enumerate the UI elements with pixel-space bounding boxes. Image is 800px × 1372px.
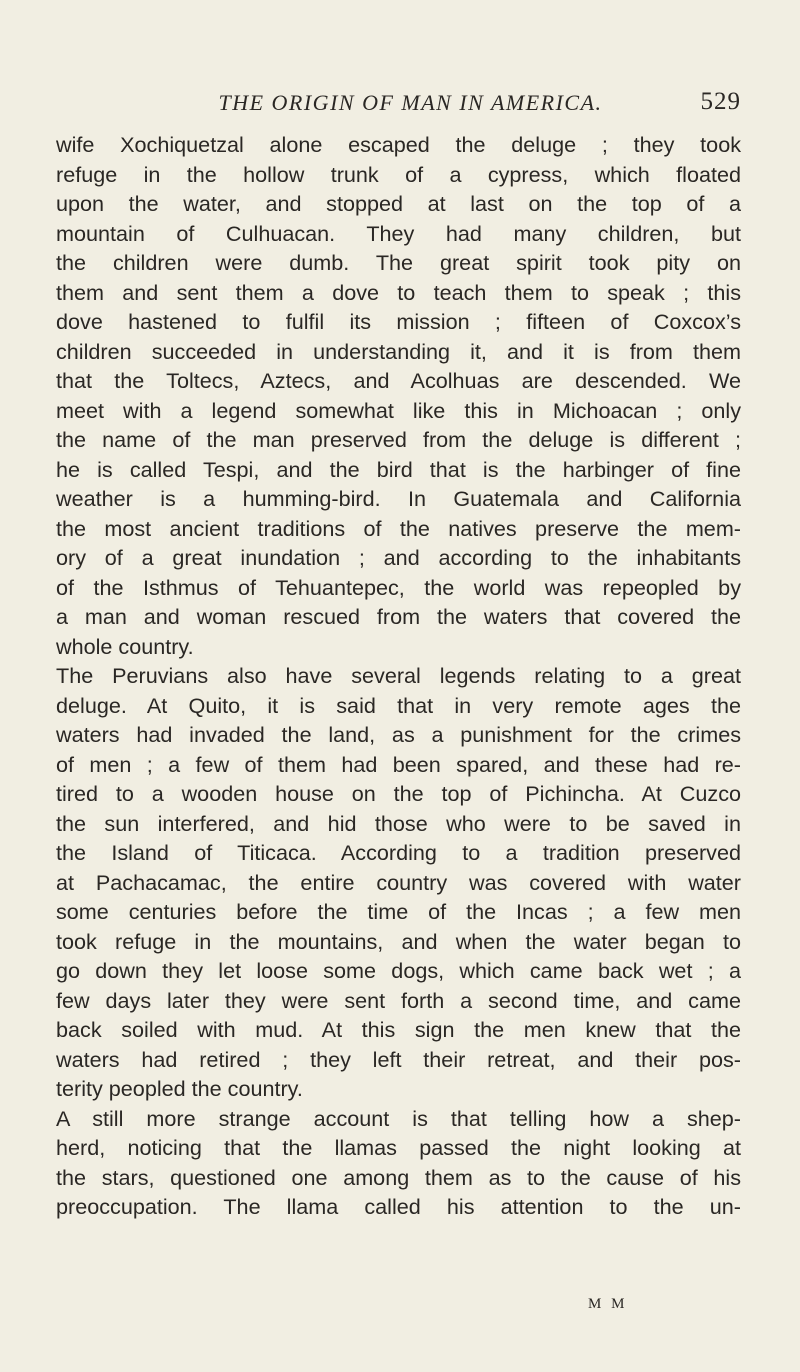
text-line: wife Xochiquetzal alone escaped the deluge ; they took [56,132,741,157]
text-line: few days later they were sent forth a second time, and came [56,987,741,1013]
text-line: some centuries before the time of the Incas ; a few men [56,899,741,924]
signature-mark: M M [588,1296,628,1312]
text-line: go down they let loose some dogs, which came back wet ; a [56,958,741,983]
text-line: them and sent them a dove to teach them to speak ; this [56,279,741,305]
running-head [56,86,741,126]
text-line: at Pachacamac, the entire country was covered with water [56,869,741,895]
text-line: ory of a great inundation ; and according to the inhabitants [56,545,741,570]
text-line: took refuge in the mountains, and when the water began to [56,928,741,954]
body-text [56,130,741,1222]
text-line: of men ; a few of them had been spared, and these had re- [56,751,741,777]
text-line: terity peopled the country. [56,1076,303,1101]
text-line: children succeeded in understanding it, and it is from them [56,338,741,364]
text-line: A still more strange account is that telling how a shep- [56,1105,741,1131]
text-line: deluge. At Quito, it is said that in very remote ages the [56,692,741,718]
text-line: dove hastened to fulfil its mission ; fifteen of Coxcox’s [56,309,741,334]
text-line: that the Toltecs, Aztecs, and Acolhuas are descended. We [56,368,741,393]
text-line: whole country. [56,633,194,659]
text-line: the stars, questioned one among them as to the cause of his [56,1164,741,1190]
text-line: The Peruvians also have several legends relating to a great [56,663,741,688]
page-number: 529 [700,88,741,115]
text-line: tired to a wooden house on the top of Pichincha. At Cuzco [56,781,741,806]
text-line: the children were dumb. The great spirit took pity on [56,250,741,275]
text-line: mountain of Culhuacan. They had many children, but [56,220,741,246]
text-line: the sun interfered, and hid those who were to be saved in [56,810,741,836]
text-line: back soiled with mud. At this sign the men knew that the [56,1017,741,1042]
text-line: meet with a legend somewhat like this in Michoacan ; only [56,397,741,423]
text-line: the name of the man preserved from the deluge is different ; [56,427,741,452]
text-line: the most ancient traditions of the natives preserve the mem- [56,515,741,541]
text-line: herd, noticing that the llamas passed the night looking at [56,1135,741,1160]
text-line: weather is a humming-bird. In Guatemala and California [56,486,741,511]
text-line: a man and woman rescued from the waters that covered the [56,604,741,629]
text-line: refuge in the hollow trunk of a cypress, which floated [56,161,741,187]
text-line: upon the water, and stopped at last on the top of a [56,191,741,216]
text-line: of the Isthmus of Tehuantepec, the world was repeopled by [56,574,741,600]
book-page [56,86,741,1222]
text-line: waters had retired ; they left their retreat, and their pos- [56,1046,741,1072]
running-title: THE ORIGIN OF MAN IN AMERICA. [218,90,603,115]
text-line: preoccupation. The llama called his attention to the un- [56,1194,741,1219]
text-line: he is called Tespi, and the bird that is the harbinger of fine [56,456,741,482]
text-line: waters had invaded the land, as a punishment for the crimes [56,722,741,747]
text-line: the Island of Titicaca. According to a tradition preserved [56,840,741,865]
